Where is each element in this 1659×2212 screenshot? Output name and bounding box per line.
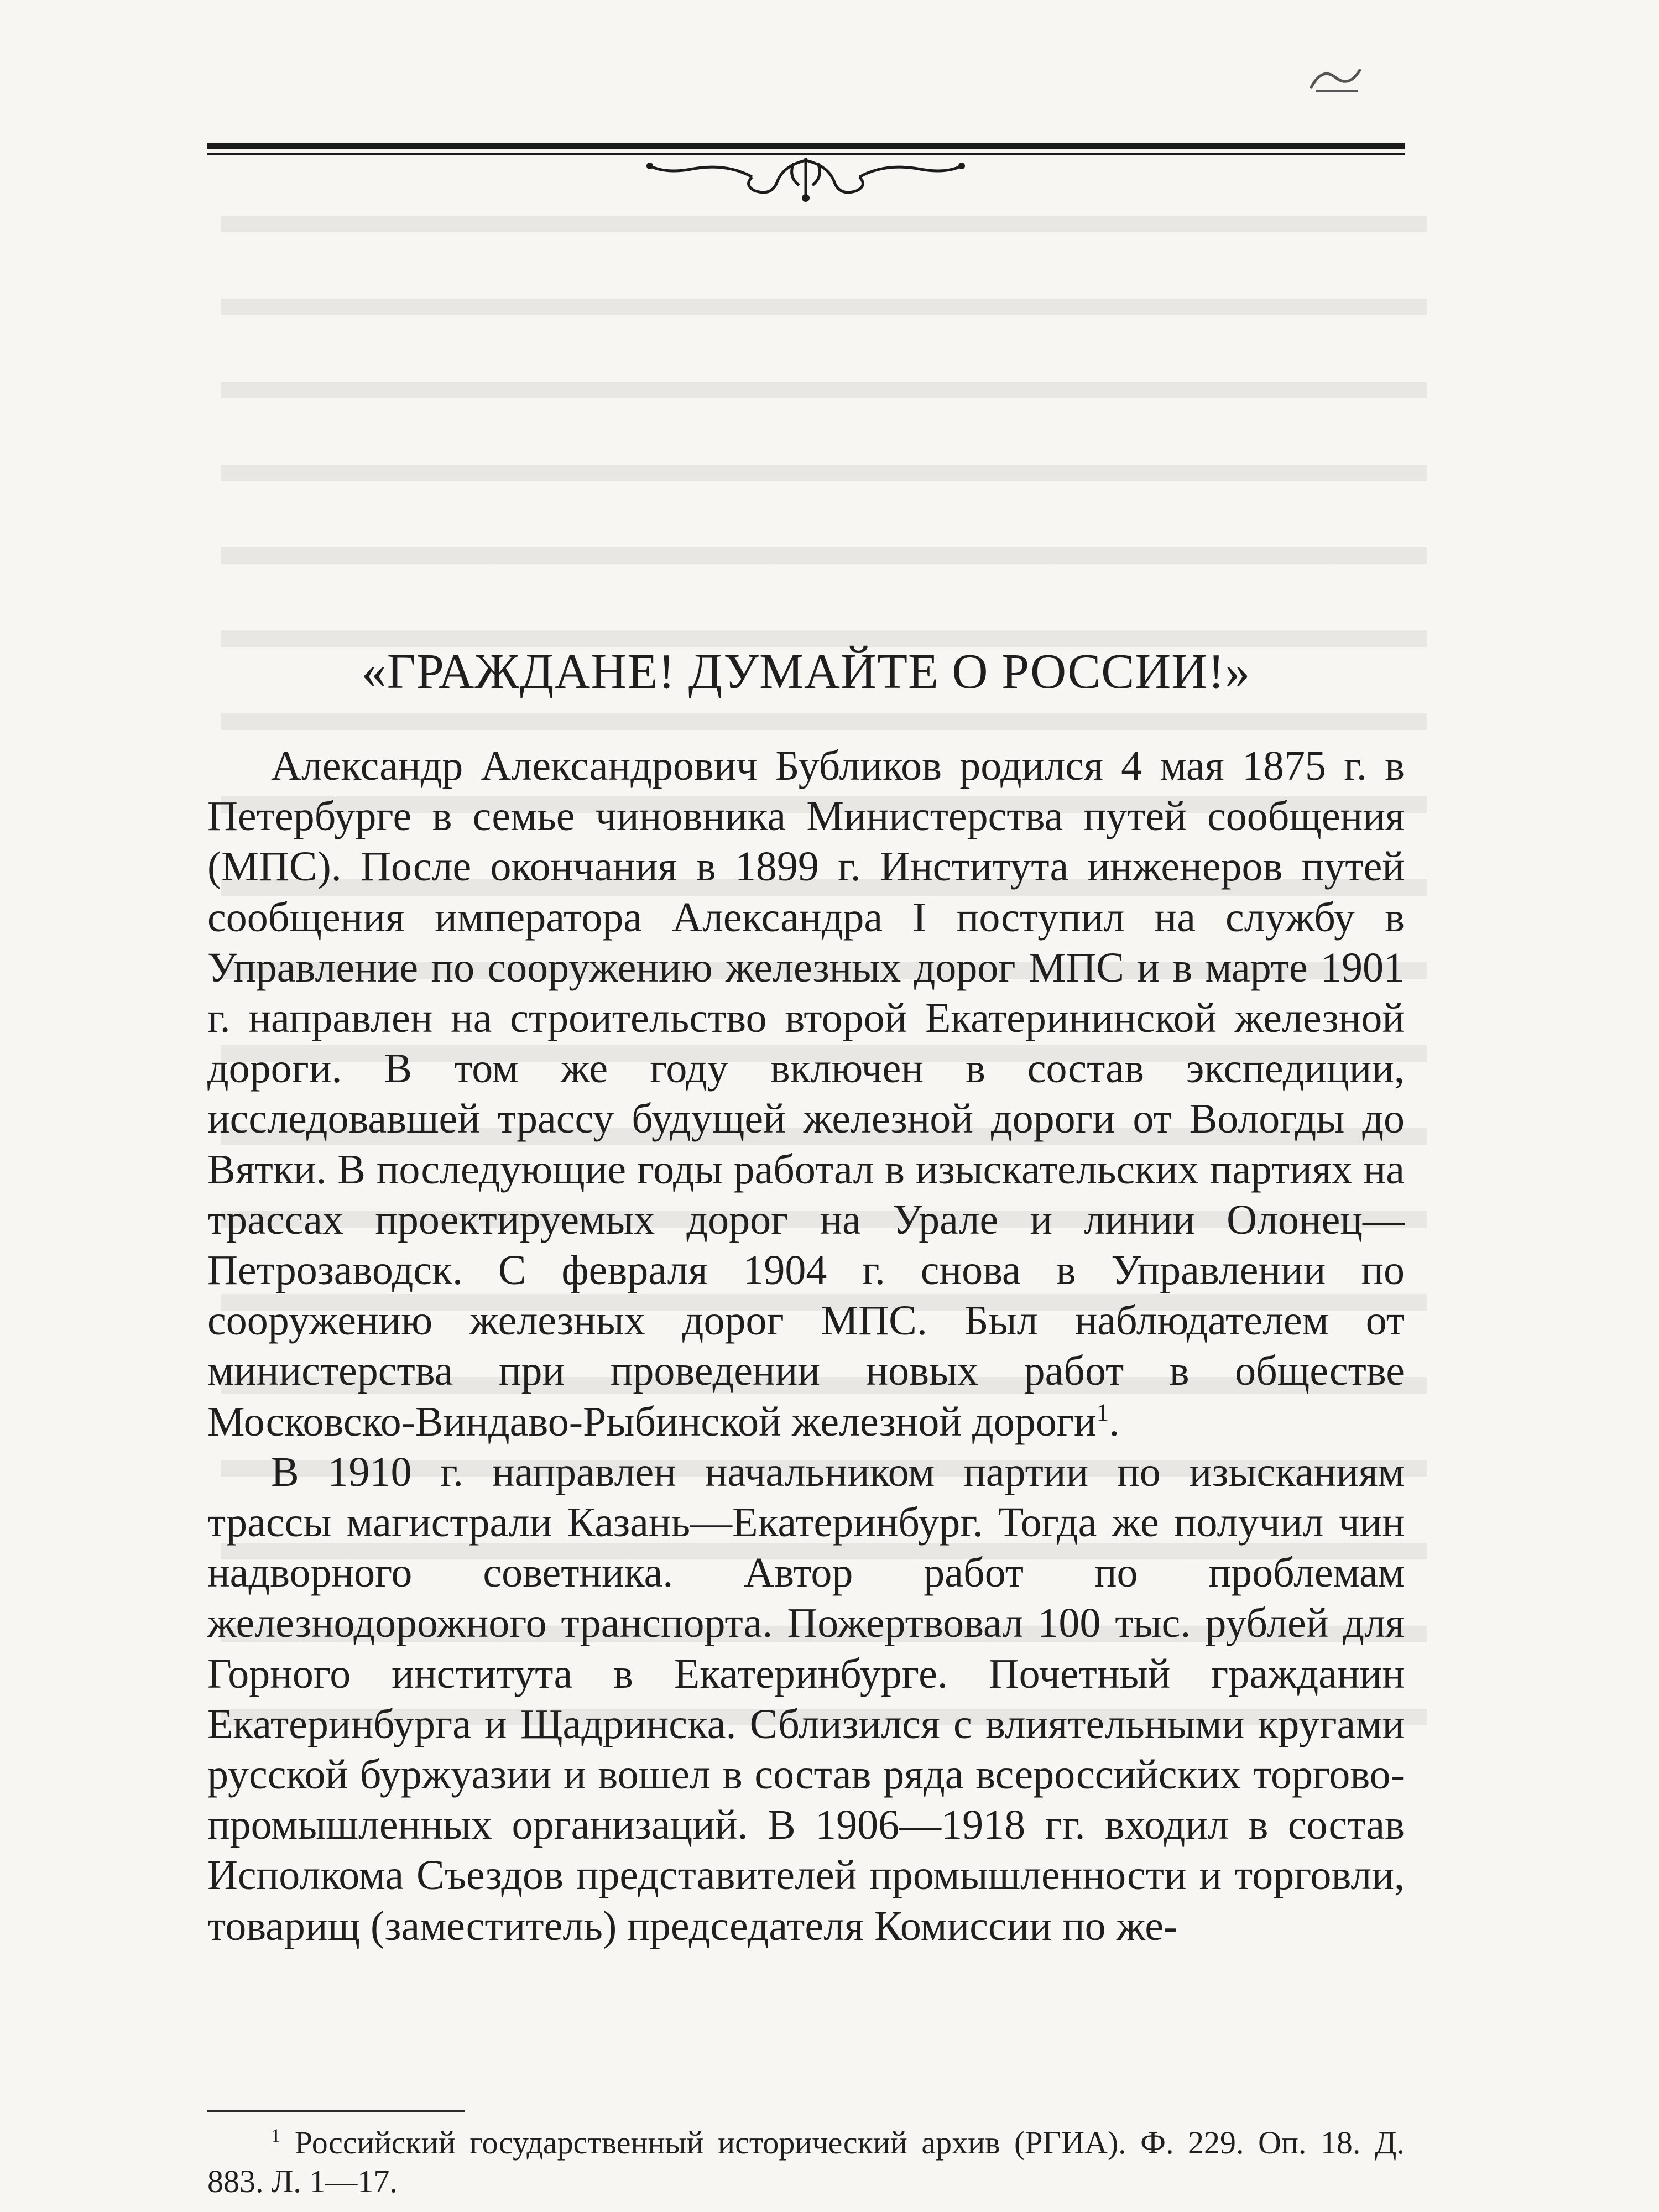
footnote-text: Российский государственный исторический архив (РГИА). Ф. 229. Оп. 18. Д. 883. Л. 1—17. [207, 2125, 1405, 2199]
header-ornament [207, 133, 1405, 205]
chapter-heading: «ГРАЖДАНЕ! ДУМАЙТЕ О РОССИИ!» [361, 644, 1251, 699]
paragraph-1-end: . [1109, 1398, 1120, 1445]
paragraph-1-text: Александр Александрович Бубликов родился 4 мая 1875 г. в Петербурге в семье чиновника Министерства путей сообщения (МПС). После окончания в 1899 г. Института инженеров путей сообщения императора Александра I поступил на службу в Управление по сооружению железных дорог МПС и в марте 1901 г. направлен на строительство второй Екатерининской железной дороги. В том же году включен в состав экспедиции, исследовавшей трассу будущей железной дороги от Вологды до Вятки. В последующие годы работал в изыскательских партиях на трассах проектируемых дорог на Урале и линии Олонец—Петрозаводск. С февраля 1904 г. снова в Управлении по сооружению железных дорог МПС. Был наблюдателем от министерства при проведении новых работ в обществе Московско-Виндаво-Рыбинской железной дороги [207, 743, 1405, 1445]
body-text [207, 741, 1405, 1952]
paragraph-2: В 1910 г. направлен начальником партии по изысканиям трассы магистрали Казань—Екатеринбург. Тогда же получил чин надворного советника. Автор работ по проблемам железнодорожного транспорта. Пожертвовал 100 тыс. рублей для Горного института в Екатеринбурге. Почетный гражданин Екатеринбурга и Щадринска. Сблизился с влиятельными кругами русской буржуазии и вошел в состав ряда всероссийских торгово-промышленных организаций. В 1906—1918 гг. входил в состав Исполкома Съездов представителей промышленности и торговли, товарищ (заместитель) председателя Комиссии по же- [207, 1448, 1405, 1949]
footnote-divider [207, 2110, 465, 2112]
paragraph-1 [207, 741, 1405, 1447]
footnote-number: 1 [271, 2125, 281, 2147]
footnote [207, 2124, 1405, 2201]
page-corner-ornament [1305, 61, 1366, 94]
footnote-reference: 1 [1096, 1398, 1109, 1427]
